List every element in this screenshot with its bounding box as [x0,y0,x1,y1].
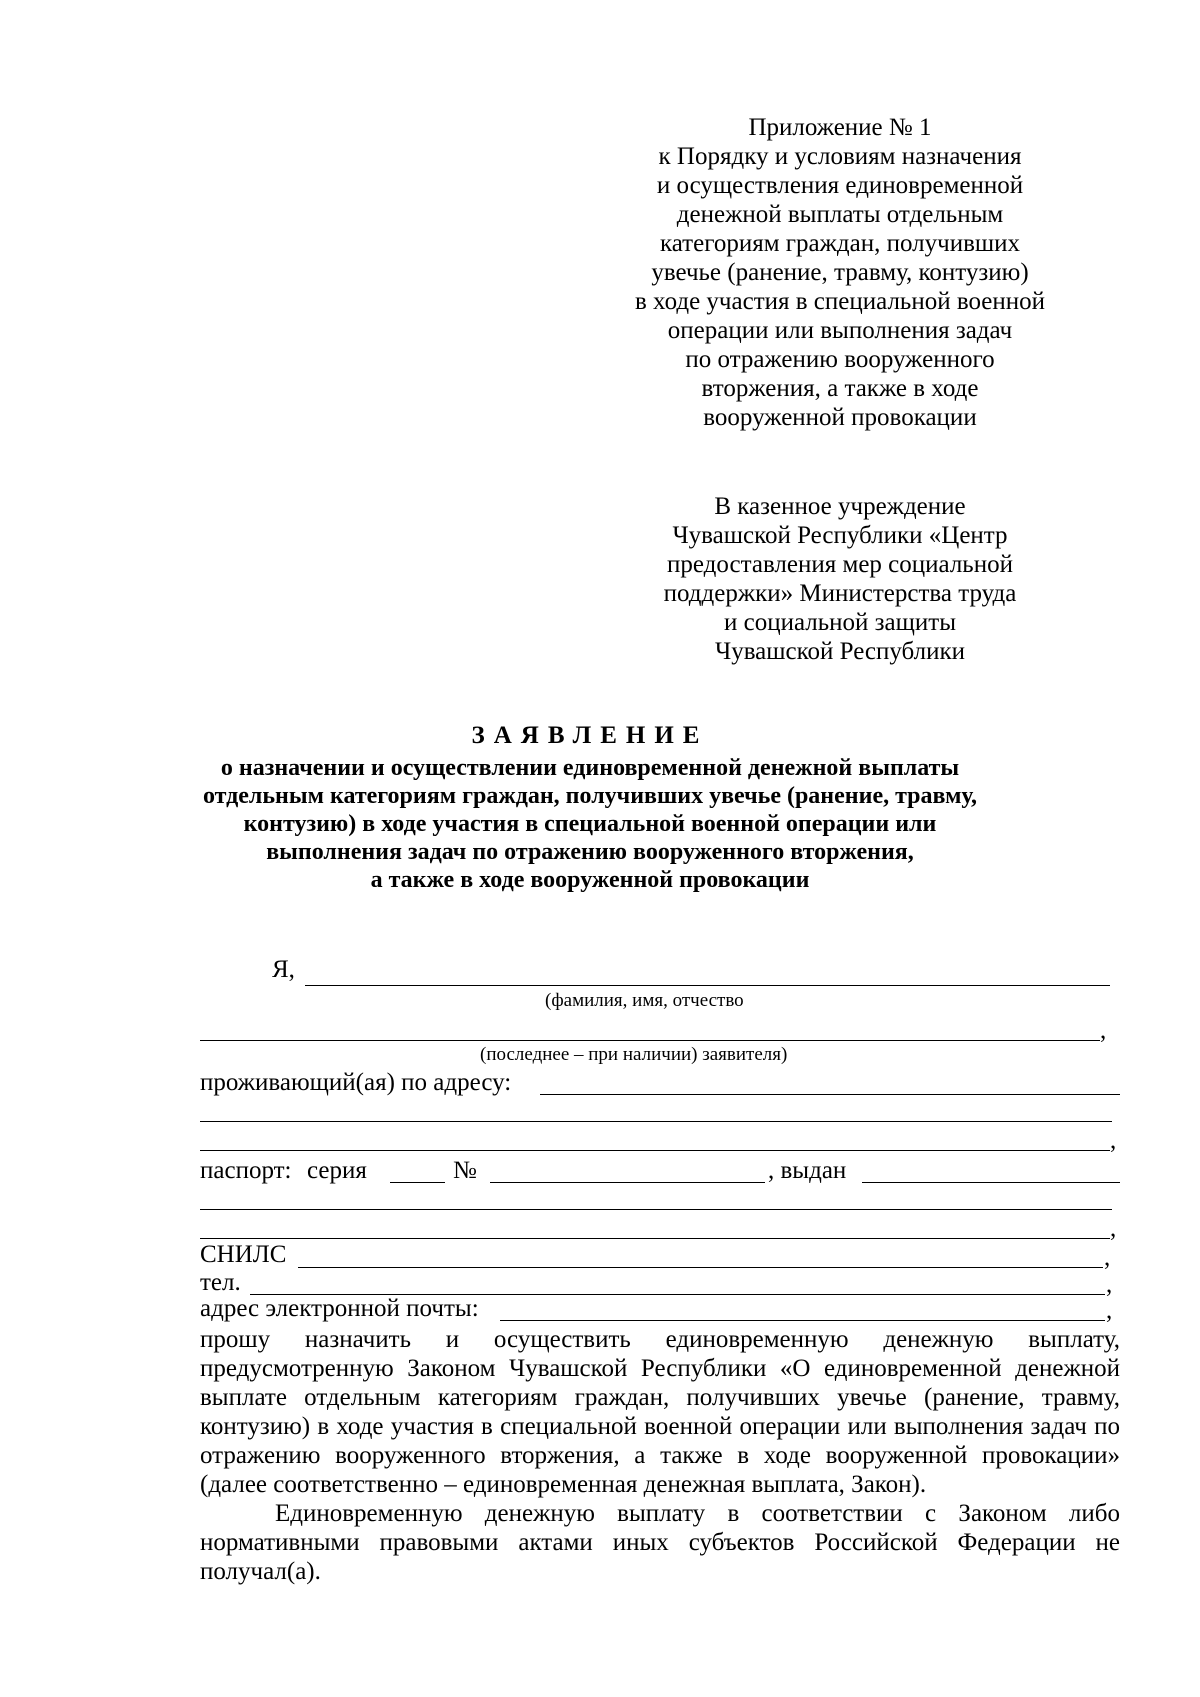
addressee-line: Чувашской Республики [714,638,966,665]
appendix-line: и осуществления единовременной [656,172,1024,199]
addressee-line: В казенное учреждение [714,493,966,520]
issued-label: , выдан [768,1157,847,1184]
appendix-line: вторжения, а также в ходе [701,375,979,402]
body-paragraph-1: прошу назначить и осуществить единовременную денежную выплату, предусмотренную Законом Чувашской Республики «О единовременной денежной выплате отдельным категориям граждан, получивших увечье (ранение, травму, контузию) в ходе участия в специальной военной операции или выполнения задач по отражению вооруженного вторжения, а также в ходе вооруженной провокации» (далее соответственно – единовременная денежная выплата, Закон). [200,1326,1120,1498]
name-line-2[interactable] [200,1040,1100,1041]
statement-title: ЗАЯВЛЕНИЕ [471,722,709,749]
address-label: проживающий(ая) по адресу: [200,1069,512,1096]
appendix-line: к Порядку и условиям назначения [658,143,1022,170]
addressee-line: Чувашской Республики «Центр [672,522,1008,549]
appendix-line: по отражению вооруженного [685,346,995,373]
title-line: отдельным категориям граждан, получивших увечье (ранение, травму, [202,783,978,809]
comma: , [1104,1244,1111,1271]
passport-number-line[interactable] [490,1182,765,1183]
title-line: выполнения задач по отражению вооруженного вторжения, [266,839,914,865]
number-label: № [453,1157,477,1184]
addressee-line: предоставления мер социальной [667,551,1013,578]
addressee-block [640,492,1040,666]
appendix-line: вооруженной провокации [703,404,977,431]
appendix-line: в ходе участия в специальной военной [634,288,1046,315]
appendix-line: увечье (ранение, травму, контузию) [651,259,1029,286]
comma: , [1110,1127,1117,1154]
title-line: о назначении и осуществлении единовременной денежной выплаты [220,755,960,781]
passport-issued-line-2[interactable] [200,1209,1112,1210]
passport-series-line[interactable] [390,1182,445,1183]
name-caption-1: (фамилия, имя, отчество [545,990,744,1011]
email-line[interactable] [500,1320,1105,1321]
address-line-1[interactable] [540,1094,1120,1095]
email-label: адрес электронной почты: [200,1295,479,1322]
name-caption-2: (последнее – при наличии) заявителя) [480,1044,788,1065]
passport-issued-line-3[interactable] [200,1238,1110,1239]
i-label: Я, [272,956,295,983]
name-line-1[interactable] [305,985,1110,986]
comma: , [1106,1271,1113,1298]
comma: , [1106,1297,1113,1324]
passport-issued-line[interactable] [862,1182,1120,1183]
snils-line[interactable] [298,1267,1103,1268]
addressee-line: и социальной защиты [723,609,956,636]
series-label: серия [307,1157,367,1184]
comma: , [1100,1017,1107,1044]
comma: , [1110,1215,1117,1242]
address-line-3[interactable] [200,1150,1110,1151]
statement-title-block [160,722,1020,894]
appendix-header [620,113,1060,432]
body-paragraph-2: Единовременную денежную выплату в соответствии с Законом либо нормативными правовыми актами иных субъектов Российской Федерации не получал(а). [200,1500,1120,1585]
statement-body [200,1325,1120,1586]
address-line-2[interactable] [200,1121,1112,1122]
phone-label: тел. [200,1269,241,1296]
title-line: а также в ходе вооруженной провокации [370,867,810,893]
passport-label: паспорт: [200,1157,292,1184]
appendix-line: категориям граждан, получивших [659,230,1021,257]
appendix-line: денежной выплаты отдельным [676,201,1004,228]
snils-label: СНИЛС [200,1241,287,1268]
appendix-line: Приложение № 1 [748,114,932,141]
appendix-line: операции или выполнения задач [667,317,1013,344]
title-line: контузию) в ходе участия в специальной военной операции или [243,811,937,837]
addressee-line: поддержки» Министерства труда [663,580,1017,607]
